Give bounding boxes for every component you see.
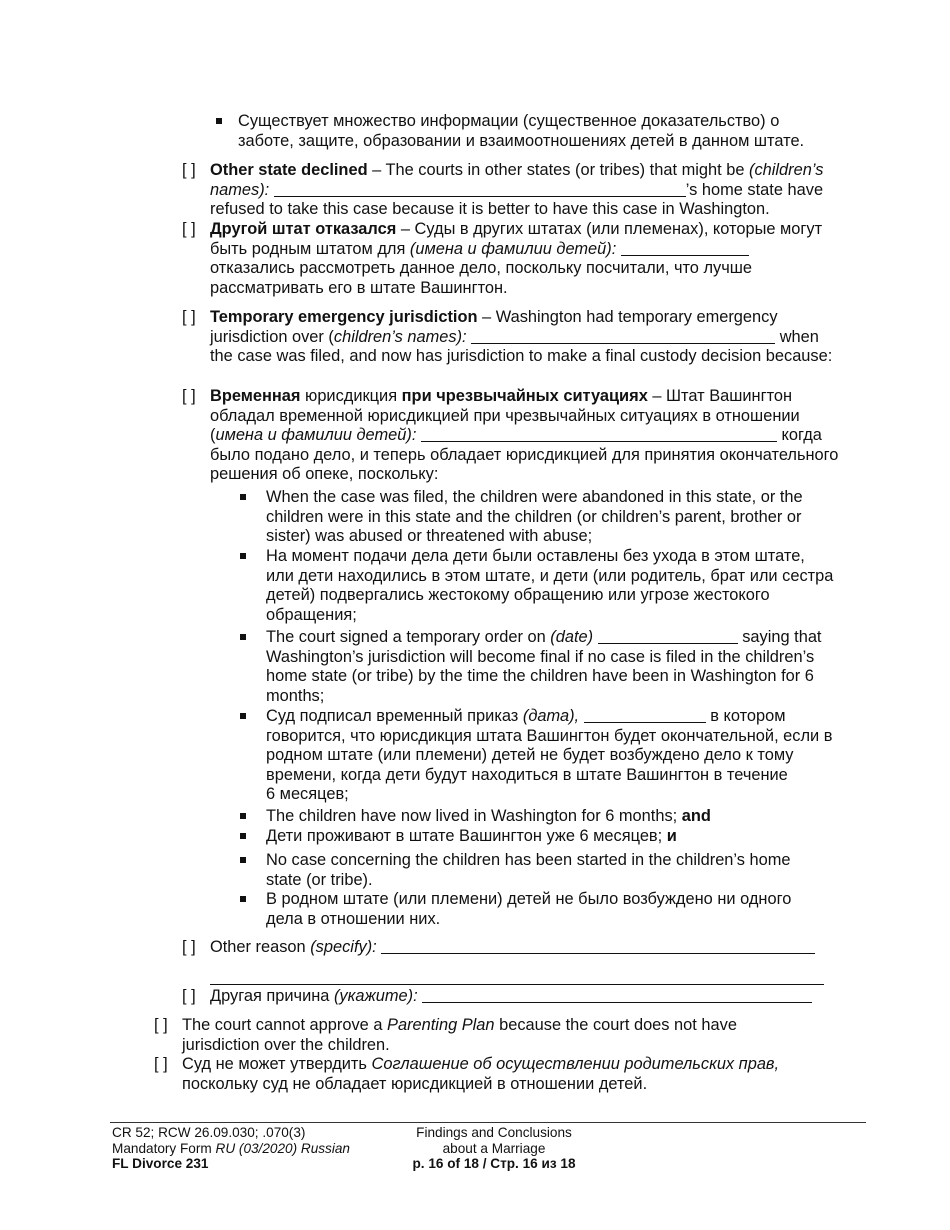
checkbox-parenting-plan[interactable]: [ ] [154,1016,168,1034]
other-reason-blank-line2[interactable] [210,970,824,985]
children-names-blank-ru[interactable] [621,241,749,256]
bullet-marker [240,713,246,719]
date-blank-ru[interactable] [584,708,706,723]
page-number: p. 16 of 18 / Стр. 16 из 18 [412,1156,576,1171]
footer-title: Findings and Conclusions [416,1125,572,1140]
bullet-marker [240,553,246,559]
bullet-marker [240,813,246,819]
temporary-emergency-ru: Временная юрисдикция при чрезвычайных ситуациях – Штат Вашингтон обладал временной юрисдикцией при чрезвычайных ситуациях в отношении (имена и фамилии детей): когда было подано дело, и теперь обладает юрисдикцией для принятия окончательного решения об опеке, поскольку: [210,387,839,484]
checkbox-other-reason[interactable]: [ ] [182,938,196,956]
other-state-declined-en: Other state declined – The courts in other states (or tribes) that might be (children’s names): ’s home state have refused to take this case because it is better to have this case in Washington. [210,161,824,219]
bullet-no-case-en: No case concerning the children has been started in the children’s home state (or tribe). [266,851,791,889]
checkbox-other-state-declined[interactable]: [ ] [182,161,196,179]
bullet-abandoned-en: When the case was filed, the children were abandoned in this state, or the children were in this state and the children (or children’s parent, brother or sister) was abused or threatened with abuse; [266,488,803,546]
bullet-marker [216,118,222,124]
temporary-emergency-en: Temporary emergency jurisdiction – Washington had temporary emergency jurisdiction over (children’s names): when the case was filed, and now has jurisdiction to make a final custody decision because: [210,308,833,366]
other-reason-blank[interactable] [381,939,815,954]
footer-form-version: Mandatory Form RU (03/2020) Russian [112,1140,350,1156]
children-names-blank-temp[interactable] [471,329,775,344]
bullet-marker [240,494,246,500]
bullet-six-months-en: The children have now lived in Washington for 6 months; and [266,807,711,825]
other-reason-en: Other reason (specify): [210,938,830,958]
bullet-marker [240,833,246,839]
bullet-marker [240,634,246,640]
footer-left [112,1125,392,1172]
checkbox-other-state-declined-ru[interactable]: [ ] [182,220,196,238]
checkbox-other-reason-ru[interactable]: [ ] [182,987,196,1005]
bullet-marker [240,896,246,902]
other-reason-ru: Другая причина (укажите): [210,987,830,1007]
intro-bullet-text: Существует множество информации (существенное доказательство) о заботе, защите, образовании и взаимоотношениях детей в данном штате. [238,112,805,150]
parenting-plan-en: The court cannot approve a Parenting Plan because the court does not have jurisdiction over the children. [182,1016,737,1054]
other-state-declined-ru: Другой штат отказался – Суды в других штатах (или племенах), которые могут быть родным штатом для (имена и фамилии детей): отказались рассмотреть данное дело, поскольку посчитали, что лучше рассматривать его в штате Вашингтон. [210,220,823,297]
children-names-blank-temp-ru[interactable] [421,427,777,442]
checkbox-temporary-emergency-ru[interactable]: [ ] [182,387,196,405]
other-reason-blank-ru[interactable] [422,988,812,1003]
checkbox-parenting-plan-ru[interactable]: [ ] [154,1055,168,1073]
footer-divider [110,1122,866,1123]
bullet-marker [240,857,246,863]
footer-subtitle: about a Marriage [442,1140,546,1156]
bullet-temporary-order-en: The court signed a temporary order on (date) saying that Washington’s jurisdiction will become final if no case is filed in the children’s home state (or tribe) by the time the children have been in Washington for 6 months; [266,628,822,705]
children-names-blank[interactable] [274,182,686,197]
bullet-no-case-ru: В родном штате (или племени) детей не было возбуждено ни одного дела в отношении них. [266,890,792,928]
footer-form-id: FL Divorce 231 [112,1156,209,1171]
footer-statute: CR 52; RCW 26.09.030; .070(3) [112,1125,306,1140]
bullet-six-months-ru: Дети проживают в штате Вашингтон уже 6 месяцев; и [266,827,677,845]
parenting-plan-ru: Суд не может утвердить Соглашение об осуществлении родительских прав, поскольку суд не обладает юрисдикцией в отношении детей. [182,1055,780,1093]
date-blank[interactable] [598,629,738,644]
checkbox-temporary-emergency[interactable]: [ ] [182,308,196,326]
bullet-abandoned-ru: На момент подачи дела дети были оставлены без ухода в этом штате, или дети находились в этом штате, и дети (или родитель, брат или сестра детей) подвергались жестокому обращению или угрозе жестокого обращения; [266,547,834,624]
bullet-temporary-order-ru: Суд подписал временный приказ (дата), в котором говорится, что юрисдикция штата Вашингтон будет окончательной, если в родном штате (или племени) детей не будет возбуждено дело к тому времени, когда дети будут находиться в штате Вашингтон в течение 6 месяцев; [266,707,833,804]
footer-center [394,1125,594,1172]
